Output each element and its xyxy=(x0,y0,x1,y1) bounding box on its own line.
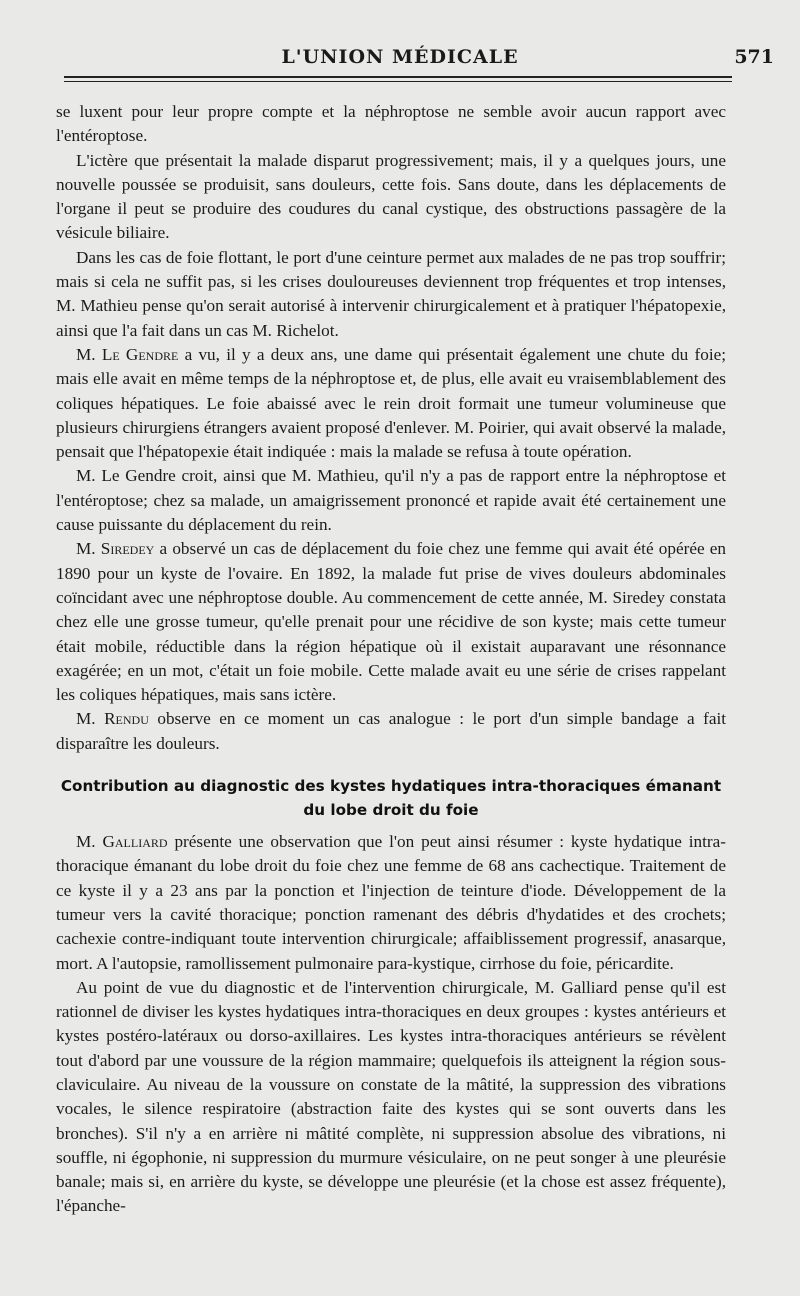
paragraph-text: a vu, il y a deux ans, une dame qui présentait également une chute du foie; mais elle avait en même temps de la néphroptose et, de plus, elle avait eu vraisemblablement des coliques hépatiques. Le foie abaissé avec le rein droit formait une tumeur volumineuse que plusieurs chirurgiens étrangers avaient proposé d'enlever. M. Poirier, qui avait observé la malade, pensait que l'hépatopexie était indiquée : mais la malade se refusa à toute opération. xyxy=(56,344,726,462)
speaker-name: M. Rendu xyxy=(76,709,149,729)
paragraph xyxy=(56,830,726,976)
paragraph xyxy=(56,343,726,464)
header-rule xyxy=(64,76,732,78)
paragraph: se luxent pour leur propre compte et la néphroptose ne semble avoir aucun rapport avec l'entéroptose. xyxy=(56,102,726,146)
paragraph-text: observe en ce moment un cas analogue : le port d'un simple bandage a fait disparaître les douleurs. xyxy=(56,709,727,753)
header-rule-thin xyxy=(64,81,732,82)
article-body xyxy=(56,100,726,1219)
paragraph: M. Le Gendre croit, ainsi que M. Mathieu, qu'il n'y a pas de rapport entre la néphroptose et l'entéroptose; chez sa malade, un amaigrissement prononcé et rapide avait été certainement une cause puissante du déplacement du rein. xyxy=(56,466,726,535)
paragraph: L'ictère que présentait la malade disparut progressivement; mais, il y a quelques jours, une nouvelle poussée se produisit, sans douleurs, cette fois. Sans doute, dans les déplacements de l'organe il peut se produire des coudures du canal cystique, des obstructions passagère de la vésicule biliaire. xyxy=(56,150,726,243)
page-number: 571 xyxy=(734,46,774,68)
speaker-name: M. Galliard xyxy=(76,832,168,852)
running-header xyxy=(0,44,800,76)
section-heading-line: du lobe droit du foie xyxy=(303,801,479,820)
paragraph-text: a observé un cas de déplacement du foie chez une femme qui avait été opérée en 1890 pour un kyste de l'ovaire. En 1892, la malade fut prise de vives douleurs abdominales coïncidant avec une néphroptose double. Au commencement de cette année, M. Siredey constata chez elle une grosse tumeur, qu'elle prenait pour une récidive de son kyste; mais cette tumeur était mobile, réductible dans la région hépatique où il existait auparavant une résonnance exagérée; en un mot, c'était un foie mobile. Cette malade avait eu une série de crises rappelant les coliques hépatiques, mais sans ictère. xyxy=(56,539,726,705)
paragraph: Au point de vue du diagnostic et de l'intervention chirurgicale, M. Galliard pense qu'il est rationnel de diviser les kystes hydatiques intra-thoraciques en deux groupes : kystes antérieurs et kystes postéro-latéraux ou dorso-axillaires. Les kystes intra-thoraciques antérieurs se révèlent tout d'abord par une voussure de la région mammaire; quelquefois ils atteignent la région sous-claviculaire. Au niveau de la voussure on constate de la mâtité, la suppression des vibrations vocales, le silence respiratoire (abstraction faite des kystes qui se sont ouverts dans les bronches). S'il n'y a en arrière ni mâtité complète, ni suppression absolue des vibrations, ni souffle, ni égophonie, ni suppression du murmure vésiculaire, on ne peut songer à une pleurésie banale; mais si, en arrière du kyste, se développe une pleurésie (et la chose est assez fréquente), l'épanche- xyxy=(56,977,726,1216)
paragraph: Dans les cas de foie flottant, le port d'une ceinture permet aux malades de ne pas trop souffrir; mais si cela ne suffit pas, si les crises douloureuses deviennent trop fréquentes et trop intenses, M. Mathieu pense qu'on serait autorisé à intervenir chirurgicalement et à pratiquer l'hépatopexie, ainsi que l'a fait dans un cas M. Richelot. xyxy=(56,247,726,340)
paragraph xyxy=(56,707,726,756)
journal-title: L'UNION MÉDICALE xyxy=(281,46,519,68)
speaker-name: M. Siredey xyxy=(76,539,155,559)
paragraph xyxy=(56,537,726,707)
section-heading-line: Contribution au diagnostic des kystes hydatiques intra-thoraciques émanant xyxy=(60,777,722,796)
speaker-name: M. Le Gendre xyxy=(76,344,179,364)
section-heading xyxy=(56,774,726,822)
paragraph-text: présente une observation que l'on peut ainsi résumer : kyste hydatique intra-thoracique émanant du lobe droit du foie chez une femme de 68 ans cachectique. Traitement de ce kyste il y a 23 ans par la ponction et l'injection de teinture d'iode. Développement de la tumeur vers la cavité thoracique; ponction ramenant des débris d'hydatides et des crochets; cachexie contre-indiquant toute intervention chirurgicale; affaiblissement progressif, anasarque, mort. A l'autopsie, ramollissement pulmonaire para-kystique, cirrhose du foie, péricardite. xyxy=(56,832,726,973)
